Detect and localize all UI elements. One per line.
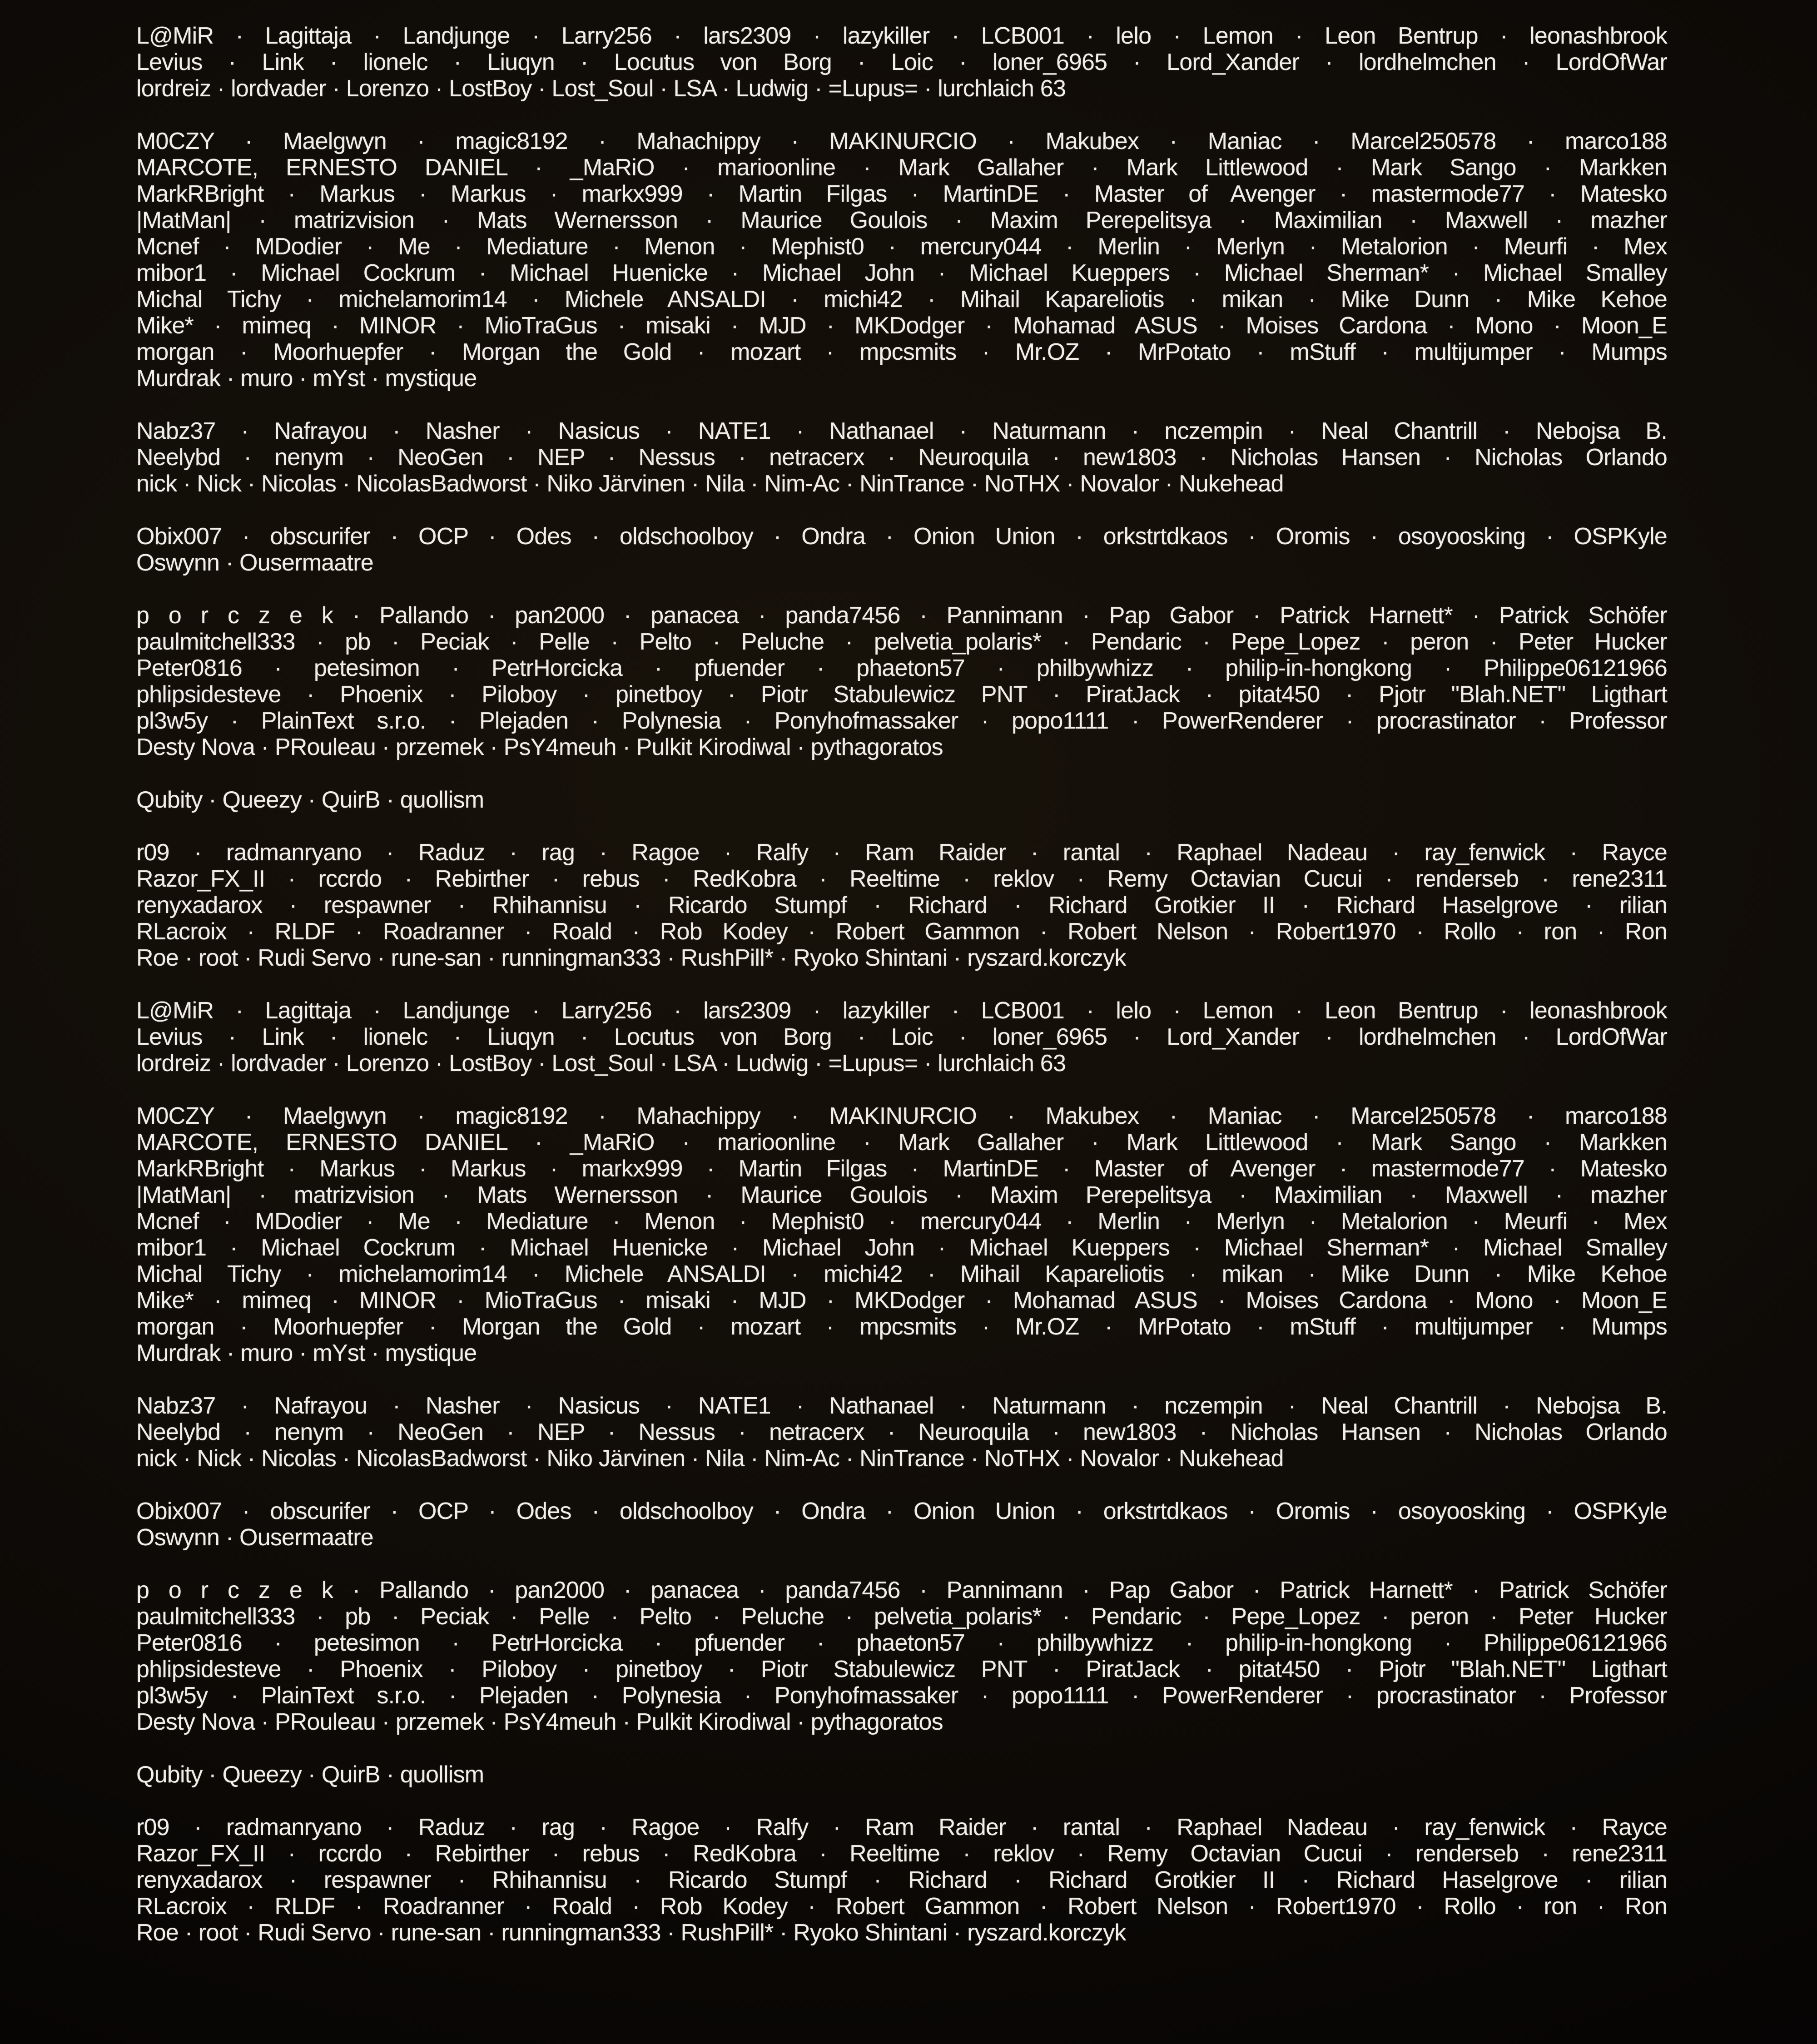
credits-line: morgan · Moorhuepfer · Morgan the Gold · mozart · mpcsmits · Mr.OZ · MrPotato · mStuff · multijumper · Mumps: [136, 339, 1667, 365]
credits-section-l: [136, 23, 1667, 102]
credits-line: pl3w5y · PlainText s.r.o. · Plejaden · Polynesia · Ponyhofmassaker · popo1111 · PowerRenderer · procrastinator · Professor: [136, 1682, 1667, 1709]
credits-line: Mcnef · MDodier · Me · Mediature · Menon · Mephist0 · mercury044 · Merlin · Merlyn · Metalorion · Meurfi · Mex: [136, 1208, 1667, 1235]
credits-line: MARCOTE, ERNESTO DANIEL · _MaRiO · marioonline · Mark Gallaher · Mark Littlewood · Mark Sango · Markken: [136, 1129, 1667, 1156]
credits-list: [136, 23, 1667, 1946]
credits-line: r09 · radmanryano · Raduz · rag · Ragoe · Ralfy · Ram Raider · rantal · Raphael Nadeau · ray_fenwick · Rayce: [136, 839, 1667, 866]
credits-line: MarkRBright · Markus · Markus · markx999 · Martin Filgas · MartinDE · Master of Avenger · mastermode77 · Matesko: [136, 1156, 1667, 1182]
credits-line: Desty Nova · PRouleau · przemek · PsY4meuh · Pulkit Kirodiwal · pythagoratos: [136, 734, 943, 760]
credits-line: Michal Tichy · michelamorim14 · Michele ANSALDI · michi42 · Mihail Kapareliotis · mikan · Mike Dunn · Mike Kehoe: [136, 286, 1667, 313]
credits-line: M0CZY · Maelgwyn · magic8192 · Mahachippy · MAKINURCIO · Makubex · Maniac · Marcel250578 · marco188: [136, 1103, 1667, 1129]
credits-line: Nabz37 · Nafrayou · Nasher · Nasicus · NATE1 · Nathanael · Naturmann · nczempin · Neal Chantrill · Nebojsa B.: [136, 418, 1667, 444]
credits-line: mibor1 · Michael Cockrum · Michael Huenicke · Michael John · Michael Kueppers · Michael Sherman* · Michael Smalley: [136, 1235, 1667, 1261]
credits-section-l: [136, 997, 1667, 1077]
credits-section-o: [136, 1498, 1667, 1551]
credits-line: r09 · radmanryano · Raduz · rag · Ragoe · Ralfy · Ram Raider · rantal · Raphael Nadeau · ray_fenwick · Rayce: [136, 1814, 1667, 1841]
credits-line: L@MiR · Lagittaja · Landjunge · Larry256 · lars2309 · lazykiller · LCB001 · lelo · Lemon · Leon Bentrup · leonashbrook: [136, 23, 1667, 49]
credits-line: p o r c z e k · Pallando · pan2000 · panacea · panda7456 · Pannimann · Pap Gabor · Patrick Harnett* · Patrick Schöfer: [136, 1577, 1667, 1603]
credits-line: Levius · Link · lionelc · Liuqyn · Locutus von Borg · Loic · loner_6965 · Lord_Xander · lordhelmchen · LordOfWar: [136, 1024, 1667, 1050]
credits-line: |MatMan| · matrizvision · Mats Wernersson · Maurice Goulois · Maxim Perepelitsya · Maximilian · Maxwell · mazher: [136, 207, 1667, 233]
credits-line: nick · Nick · Nicolas · NicolasBadworst · Niko Järvinen · Nila · Nim-Ac · NinTrance · NoTHX · Novalor · Nukehead: [136, 471, 1284, 497]
credits-line: phlipsidesteve · Phoenix · Piloboy · pinetboy · Piotr Stabulewicz PNT · PiratJack · pitat450 · Pjotr "Blah.NET" Ligthart: [136, 681, 1667, 708]
credits-line: mibor1 · Michael Cockrum · Michael Huenicke · Michael John · Michael Kueppers · Michael Sherman* · Michael Smalley: [136, 260, 1667, 286]
credits-section-q: [136, 787, 1667, 813]
credits-line: |MatMan| · matrizvision · Mats Wernersson · Maurice Goulois · Maxim Perepelitsya · Maximilian · Maxwell · mazher: [136, 1182, 1667, 1208]
credits-line: Mike* · mimeq · MINOR · MioTraGus · misaki · MJD · MKDodger · Mohamad ASUS · Moises Cardona · Mono · Moon_E: [136, 313, 1667, 339]
credits-line: lordreiz · lordvader · Lorenzo · LostBoy · Lost_Soul · LSA · Ludwig · =Lupus= · lurchlaich 63: [136, 1050, 1066, 1077]
credits-line: Roe · root · Rudi Servo · rune-san · runningman333 · RushPill* · Ryoko Shintani · ryszard.korczyk: [136, 1920, 1126, 1946]
credits-line: Peter0816 · petesimon · PetrHorcicka · pfuender · phaeton57 · philbywhizz · philip-in-hongkong · Philippe06121966: [136, 1630, 1667, 1656]
credits-line: Oswynn · Ousermaatre: [136, 1524, 373, 1551]
credits-line: Obix007 · obscurifer · OCP · Odes · oldschoolboy · Ondra · Onion Union · orkstrtdkaos · Oromis · osoyoosking · OSPKyle: [136, 1498, 1667, 1524]
credits-line: RLacroix · RLDF · Roadranner · Roald · Rob Kodey · Robert Gammon · Robert Nelson · Robert1970 · Rollo · ron · Ron: [136, 1893, 1667, 1920]
credits-line: Nabz37 · Nafrayou · Nasher · Nasicus · NATE1 · Nathanael · Naturmann · nczempin · Neal Chantrill · Nebojsa B.: [136, 1393, 1667, 1419]
credits-section-r: [136, 839, 1667, 971]
credits-line: pl3w5y · PlainText s.r.o. · Plejaden · Polynesia · Ponyhofmassaker · popo1111 · PowerRenderer · procrastinator · Professor: [136, 708, 1667, 734]
credits-line: Razor_FX_II · rccrdo · Rebirther · rebus · RedKobra · Reeltime · reklov · Remy Octavian Cucui · renderseb · rene2311: [136, 866, 1667, 892]
credits-section-m: [136, 128, 1667, 392]
credits-line: L@MiR · Lagittaja · Landjunge · Larry256 · lars2309 · lazykiller · LCB001 · lelo · Lemon · Leon Bentrup · leonashbrook: [136, 997, 1667, 1024]
credits-line: paulmitchell333 · pb · Peciak · Pelle · Pelto · Peluche · pelvetia_polaris* · Pendaric · Pepe_Lopez · peron · Peter Hucker: [136, 1603, 1667, 1630]
credits-line: Neelybd · nenym · NeoGen · NEP · Nessus · netracerx · Neuroquila · new1803 · Nicholas Hansen · Nicholas Orlando: [136, 444, 1667, 471]
credits-line: MarkRBright · Markus · Markus · markx999 · Martin Filgas · MartinDE · Master of Avenger · mastermode77 · Matesko: [136, 181, 1667, 207]
credits-line: phlipsidesteve · Phoenix · Piloboy · pinetboy · Piotr Stabulewicz PNT · PiratJack · pitat450 · Pjotr "Blah.NET" Ligthart: [136, 1656, 1667, 1682]
credits-line: Qubity · Queezy · QuirB · quollism: [136, 787, 484, 813]
credits-line: Obix007 · obscurifer · OCP · Odes · oldschoolboy · Ondra · Onion Union · orkstrtdkaos · Oromis · osoyoosking · OSPKyle: [136, 523, 1667, 550]
credits-line: paulmitchell333 · pb · Peciak · Pelle · Pelto · Peluche · pelvetia_polaris* · Pendaric · Pepe_Lopez · peron · Peter Hucker: [136, 629, 1667, 655]
credits-section-p: [136, 1577, 1667, 1735]
credits-section-n: [136, 418, 1667, 497]
credits-line: renyxadarox · respawner · Rhihannisu · Ricardo Stumpf · Richard · Richard Grotkier II · Richard Haselgrove · rilian: [136, 892, 1667, 918]
credits-line: Mike* · mimeq · MINOR · MioTraGus · misaki · MJD · MKDodger · Mohamad ASUS · Moises Cardona · Mono · Moon_E: [136, 1287, 1667, 1314]
credits-copy: [136, 23, 1667, 971]
credits-line: Neelybd · nenym · NeoGen · NEP · Nessus · netracerx · Neuroquila · new1803 · Nicholas Hansen · Nicholas Orlando: [136, 1419, 1667, 1445]
credits-line: Roe · root · Rudi Servo · rune-san · runningman333 · RushPill* · Ryoko Shintani · ryszard.korczyk: [136, 945, 1126, 971]
credits-section-p: [136, 602, 1667, 760]
credits-line: morgan · Moorhuepfer · Morgan the Gold · mozart · mpcsmits · Mr.OZ · MrPotato · mStuff · multijumper · Mumps: [136, 1314, 1667, 1340]
credits-line: Desty Nova · PRouleau · przemek · PsY4meuh · Pulkit Kirodiwal · pythagoratos: [136, 1709, 943, 1735]
credits-line: Michal Tichy · michelamorim14 · Michele ANSALDI · michi42 · Mihail Kapareliotis · mikan · Mike Dunn · Mike Kehoe: [136, 1261, 1667, 1287]
credits-line: MARCOTE, ERNESTO DANIEL · _MaRiO · marioonline · Mark Gallaher · Mark Littlewood · Mark Sango · Markken: [136, 154, 1667, 181]
credits-line: Mcnef · MDodier · Me · Mediature · Menon · Mephist0 · mercury044 · Merlin · Merlyn · Metalorion · Meurfi · Mex: [136, 233, 1667, 260]
credits-line: RLacroix · RLDF · Roadranner · Roald · Rob Kodey · Robert Gammon · Robert Nelson · Robert1970 · Rollo · ron · Ron: [136, 918, 1667, 945]
credits-line: Qubity · Queezy · QuirB · quollism: [136, 1761, 484, 1788]
credits-line: lordreiz · lordvader · Lorenzo · LostBoy · Lost_Soul · LSA · Ludwig · =Lupus= · lurchlaich 63: [136, 75, 1066, 102]
credits-line: Murdrak · muro · mYst · mystique: [136, 365, 477, 392]
credits-line: renyxadarox · respawner · Rhihannisu · Ricardo Stumpf · Richard · Richard Grotkier II · Richard Haselgrove · rilian: [136, 1867, 1667, 1893]
credits-line: Razor_FX_II · rccrdo · Rebirther · rebus · RedKobra · Reeltime · reklov · Remy Octavian Cucui · renderseb · rene2311: [136, 1841, 1667, 1867]
credits-line: Oswynn · Ousermaatre: [136, 550, 373, 576]
credits-section-o: [136, 523, 1667, 576]
credits-section-q: [136, 1761, 1667, 1788]
credits-line: M0CZY · Maelgwyn · magic8192 · Mahachippy · MAKINURCIO · Makubex · Maniac · Marcel250578 · marco188: [136, 128, 1667, 154]
credits-line: p o r c z e k · Pallando · pan2000 · panacea · panda7456 · Pannimann · Pap Gabor · Patrick Harnett* · Patrick Schöfer: [136, 602, 1667, 629]
credits-section-r: [136, 1814, 1667, 1946]
credits-section-m: [136, 1103, 1667, 1366]
credits-line: Levius · Link · lionelc · Liuqyn · Locutus von Borg · Loic · loner_6965 · Lord_Xander · lordhelmchen · LordOfWar: [136, 49, 1667, 75]
credits-copy: [136, 997, 1667, 1946]
credits-line: Murdrak · muro · mYst · mystique: [136, 1340, 477, 1366]
credits-section-n: [136, 1393, 1667, 1472]
credits-line: Peter0816 · petesimon · PetrHorcicka · pfuender · phaeton57 · philbywhizz · philip-in-hongkong · Philippe06121966: [136, 655, 1667, 681]
credits-line: nick · Nick · Nicolas · NicolasBadworst · Niko Järvinen · Nila · Nim-Ac · NinTrance · NoTHX · Novalor · Nukehead: [136, 1445, 1284, 1472]
